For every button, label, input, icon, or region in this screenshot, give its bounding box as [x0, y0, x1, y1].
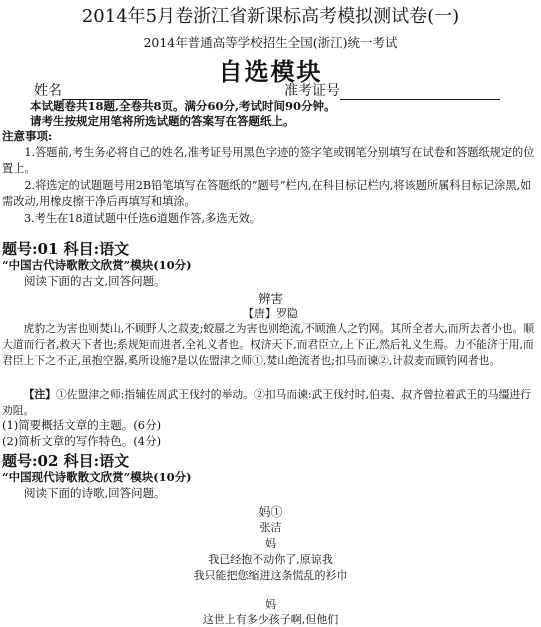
name-label: 姓名: [34, 83, 62, 99]
name-blank: [62, 85, 148, 100]
note-item-3: 3.考生在18道试题中任选6道题作答,多选无效。: [24, 212, 261, 225]
note-item-2: 2.将选定的试题题号用2B铅笔填写在答题纸的“题号”栏内,在科目标记栏内,将该题所属科目标记涂黑,如需改动,用橡皮擦干净后再填写和填涂。: [2, 179, 532, 208]
module-title: 自选模块: [218, 57, 323, 86]
q1-sub-question-1: (1)简要概括文章的主题。(6分): [2, 418, 162, 432]
q1-author: 【唐】罗隐: [243, 307, 298, 320]
q1-passage: 虎豹之为害也则焚山,不顾野人之菽麦;蛟蜃之为害也则绝流,不顾渔人之钓网。其所全者大,而所去者小也。顺大道而行者,救天下者也;系规矩而进者,全礼义者也。权济天下,而君臣立,上下正,然后礼义生焉。力不能济于用,而君臣上下之不正,虽抱空器,奚所设施?是以佐盟津之师①,焚山绝流者也;扣马而谏②,计菽麦而顾钓网者也。: [2, 322, 535, 367]
q1-module: “中国古代诗歌散文欣赏”模块(10分): [2, 258, 192, 272]
q1-sub-question-2: (2)简析文章的写作特色。(4分): [2, 434, 162, 448]
exam-no-blank: [340, 85, 500, 100]
note-item-1: 1.答题前,考生务必将自己的姓名,准考证号用黑色字迹的签字笔或钢笔分别填写在试卷和答题纸规定的位置上。: [2, 146, 535, 175]
info-line-1: 本试题卷共18题,全卷共8页。满分60分,考试时间90分钟。: [30, 99, 336, 113]
info-line-2: 请考生按规定用笔将所选试题的答案写在答题纸上。: [30, 114, 295, 128]
q1-note-text: ①佐盟津之师:指辅佐周武王伐纣的举动。②扣马而谏:武王伐纣时,伯夷、叔齐曾拉着武王的马缰进行劝阻。: [2, 388, 531, 417]
exam-subtitle: 2014年普通高等学校招生全国(浙江)统一考试: [143, 35, 398, 50]
q1-note: [2, 387, 536, 419]
name-field: [34, 80, 148, 100]
q2-header: 题号:02 科目:语文: [2, 452, 130, 470]
exam-title: 2014年5月卷浙江省新课标高考模拟测试卷(一): [81, 6, 460, 27]
q1-header: 题号:01 科目:语文: [2, 240, 130, 258]
q1-note-label: 【注】: [23, 388, 56, 401]
q2-stanza1-head: 妈: [265, 537, 276, 550]
q1-instruction: 阅读下面的古文,回答问题。: [24, 274, 166, 288]
exam-no-field: [284, 80, 500, 100]
q2-poem-title: 妈①: [258, 505, 283, 519]
q2-stanza2-head: 妈: [265, 598, 276, 611]
exam-no-label: 准考证号: [284, 83, 340, 99]
q2-instruction: 阅读下面的诗歌,回答问题。: [24, 486, 166, 500]
q1-text-title: 辨害: [257, 291, 283, 306]
notes-heading: 注意事项:: [2, 129, 53, 143]
q2-stanza2-line-1: 这世上有多少孩子啊,但他们: [202, 613, 339, 626]
q2-stanza1-line-1: 我已经抱不动你了,原谅我: [208, 553, 333, 566]
q2-poet: 张洁: [259, 521, 282, 534]
q2-module: “中国现代诗歌散文欣赏”模块(10分): [2, 470, 192, 484]
q2-stanza1-line-2: 我只能把您缩进这条慌乱的衫巾: [193, 569, 348, 582]
